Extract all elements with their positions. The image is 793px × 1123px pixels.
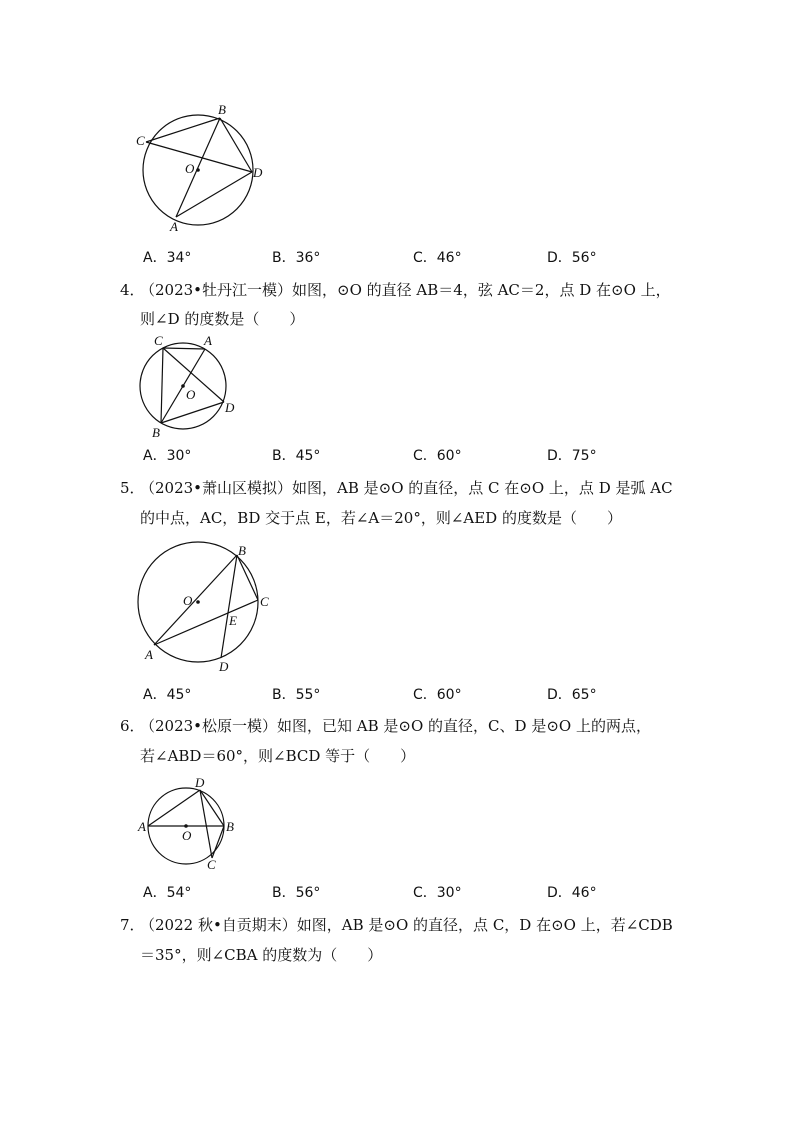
q7-stem-line1: （2022 秋•自贡期末）如图，AB 是⊙O 的直径，点 C，D 在⊙O 上，若∠CDB: [140, 916, 673, 934]
q3-chord-cd: [146, 142, 252, 172]
q5-figure: [134, 540, 279, 675]
q5-label-o: O: [183, 593, 193, 608]
q3-chord-ad: [176, 172, 252, 217]
q6-chord-ad: [148, 790, 200, 826]
q6-label-a: A: [138, 819, 146, 834]
q5-stem-line2: 的中点，AC，BD 交于点 E，若∠A＝20°，则∠AED 的度数是（ ）: [140, 509, 622, 527]
q6-option-c: C．30°: [413, 885, 462, 901]
q5-center-dot: [196, 600, 200, 604]
q3-option-c: C．46°: [413, 250, 462, 266]
q4-label-b: B: [152, 425, 160, 440]
q5-label-d: D: [219, 659, 229, 674]
q6-label-c: C: [207, 857, 216, 872]
q3-label-a: A: [170, 219, 178, 234]
q6-stem-line1: （2023•松原一模）如图，已知 AB 是⊙O 的直径，C、D 是⊙O 上的两点，: [140, 717, 651, 735]
q4-stem-line2: 则∠D 的度数是（ ）: [140, 310, 305, 328]
q3-option-d: D．56°: [547, 250, 597, 266]
q5-label-c: C: [260, 594, 269, 609]
q5-option-a: A．45°: [143, 687, 192, 703]
q6-label-d: D: [195, 775, 205, 790]
q6-option-a: A．54°: [143, 885, 192, 901]
q3-center-dot: [196, 168, 200, 172]
q5-option-c: C．60°: [413, 687, 462, 703]
q3-label-c: C: [136, 133, 145, 148]
q4-center-dot: [181, 384, 185, 388]
q5-stem-line1: （2023•萧山区模拟）如图，AB 是⊙O 的直径，点 C 在⊙O 上，点 D 是弧 AC: [140, 479, 673, 497]
q6-option-b: B．56°: [272, 885, 321, 901]
q4-option-c: C．60°: [413, 448, 462, 464]
q5-chord-ac: [154, 600, 258, 645]
q4-option-a: A．30°: [143, 448, 192, 464]
q4-chord-bd: [161, 402, 224, 423]
q3-chord-ab: [176, 118, 220, 217]
q4-option-b: B．45°: [272, 448, 321, 464]
q5-number: 5．: [120, 479, 145, 497]
q6-chord-dc: [200, 790, 212, 858]
q4-label-d: D: [225, 400, 235, 415]
q4-chord-cb: [161, 348, 163, 423]
q3-label-o: O: [185, 161, 195, 176]
q3-label-d: D: [253, 165, 263, 180]
q6-number: 6．: [120, 717, 145, 735]
q7-stem-line2: ＝35°，则∠CBA 的度数为（ ）: [140, 946, 383, 964]
q5-chord-bc: [237, 555, 258, 600]
q5-label-b: B: [238, 543, 246, 558]
q4-number: 4．: [120, 281, 145, 299]
q4-label-c: C: [154, 333, 163, 348]
q6-stem-line2: 若∠ABD＝60°，则∠BCD 等于（ ）: [140, 747, 416, 765]
q6-option-d: D．46°: [547, 885, 597, 901]
q3-figure: [130, 100, 280, 235]
q3-option-b: B．36°: [272, 250, 321, 266]
q3-chord-cb: [146, 118, 220, 142]
q6-label-b: B: [226, 819, 234, 834]
q5-label-a: A: [145, 647, 153, 662]
q4-chord-ca: [163, 348, 205, 349]
q4-figure: [134, 330, 244, 440]
q6-chord-bc: [212, 826, 224, 858]
q7-number: 7．: [120, 916, 145, 934]
q3-label-b: B: [218, 102, 226, 117]
q6-figure: [134, 772, 244, 872]
q4-label-a: A: [204, 333, 212, 348]
q5-option-d: D．65°: [547, 687, 597, 703]
q6-label-o: O: [182, 828, 192, 843]
q4-label-o: O: [186, 387, 196, 402]
q3-option-a: A．34°: [143, 250, 192, 266]
q4-option-d: D．75°: [547, 448, 597, 464]
q4-stem-line1: （2023•牡丹江一模）如图，⊙O 的直径 AB＝4，弦 AC＝2，点 D 在⊙O 上，: [140, 281, 671, 299]
q5-option-b: B．55°: [272, 687, 321, 703]
q5-label-e: E: [229, 613, 237, 628]
